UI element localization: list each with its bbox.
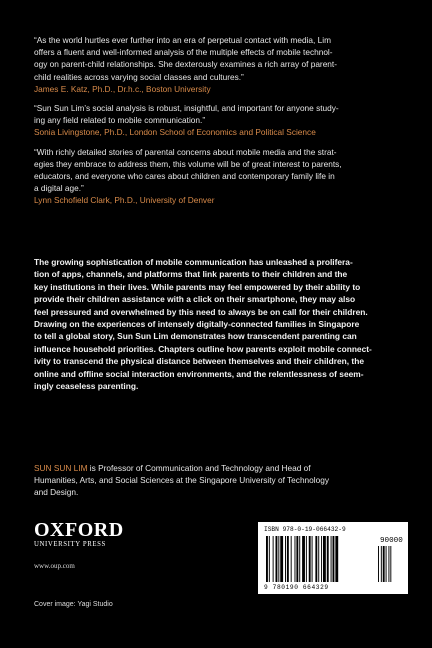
price-code: 90000 (380, 537, 403, 545)
blurb-quote-line: “Sun Sun Lim’s social analysis is robust, insightful, and important for anyone study- (34, 103, 339, 114)
description-line: provide their children assistance with a click on their smartphone, they may also (34, 294, 356, 305)
blurb-quote-line: a digital age.” (34, 183, 84, 194)
book-description (34, 256, 404, 392)
blurb-quote-line: offers a fluent and well-informed analysis of the multiple effects of mobile technol- (34, 47, 333, 58)
author-bio (34, 462, 404, 499)
description-line: The growing sophistication of mobile communication has unleashed a prolifera- (34, 257, 353, 267)
description-line: influence household priorities. Chapters outline how parents exploit mobile connect- (34, 343, 372, 354)
oxford-logo (34, 520, 144, 549)
praise-blurbs (34, 34, 404, 214)
description-line: to tell a global story, Sun Sun Lim demonstrates how transcendent parenting can (34, 331, 357, 342)
blurb-livingstone (34, 102, 404, 139)
description-line: ivity to transcend the physical distance between themselves and their children, the (34, 356, 364, 367)
barcode-bars-icon (266, 536, 402, 582)
blurb-quote-line: “With richly detailed stories of parental concerns about mobile media and the strat- (34, 146, 337, 157)
cover-credit: Cover image: Yagi Studio (34, 601, 113, 608)
publisher-url: www.oup.com (34, 562, 75, 570)
blurb-quote-line: egies they embrace to address them, this volume will be of great interest to parents, (34, 158, 342, 169)
description-line: key institutions in their lives. While parents may feel empowered by their ability to (34, 281, 361, 292)
barcode-number: 9 780190 664329 (264, 584, 329, 591)
blurb-katz (34, 34, 404, 95)
bio-text: is Professor of Communication and Technology and Head of (87, 463, 311, 473)
isbn-barcode (258, 522, 408, 594)
description-line: feel pressured and overwhelmed by this need to always be on call for their children. (34, 306, 368, 317)
bio-line (34, 462, 404, 474)
blurb-quote-line: educators, and everyone who cares about children and contemporary family life in (34, 171, 335, 182)
isbn-text: ISBN 978-0-19-066432-9 (264, 526, 346, 533)
description-line: Drawing on the experiences of intensely digitally-connected families in Singapore (34, 319, 360, 330)
blurb-attribution: Sonia Livingstone, Ph.D., London School of Economics and Political Science (34, 127, 316, 138)
description-line: ingly ceaseless parenting. (34, 381, 139, 392)
publisher-logo-text: OXFORD (34, 519, 124, 541)
blurb-quote-line: ing any field related to mobile communication.” (34, 115, 206, 126)
description-line: tion of apps, channels, and platforms that link parents to their children and the (34, 269, 348, 280)
publisher-logo-subtext: UNIVERSITY PRESS (34, 541, 106, 548)
blurb-attribution: Lynn Schofield Clark, Ph.D., University of Denver (34, 195, 215, 206)
blurb-quote-line: “As the world hurtles ever further into an era of perpetual contact with media, Lim (34, 35, 331, 45)
author-name: SUN SUN LIM (34, 463, 88, 473)
description-line: online and offline social interaction environments, and the relentlessness of seem- (34, 368, 364, 379)
bio-line: and Design. (34, 487, 79, 498)
blurb-quote-line: child realities across varying social classes and cultures.” (34, 71, 244, 82)
bio-line: Humanities, Arts, and Social Sciences at the Singapore University of Technology (34, 475, 330, 486)
blurb-clark (34, 146, 404, 207)
blurb-quote-line: ogy on parent-child relationships. She dexterously examines a rich array of parent- (34, 59, 337, 70)
blurb-attribution: James E. Katz, Ph.D., Dr.h.c., Boston University (34, 83, 211, 94)
